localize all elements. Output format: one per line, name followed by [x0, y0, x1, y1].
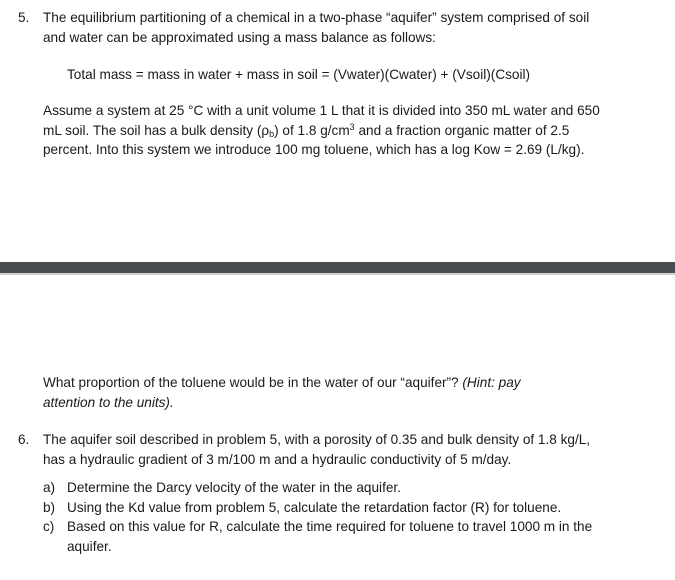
page-break-shadow — [0, 273, 675, 275]
item-c-label: c) — [43, 519, 55, 534]
cube-superscript: 3 — [349, 121, 355, 132]
assume-line-2-post: and a fraction organic matter of 2.5 — [354, 122, 570, 138]
rho-symbol: ρ — [261, 122, 270, 138]
question-line-2 — [43, 393, 521, 413]
problem-6-intro — [43, 430, 590, 469]
item-c-text: Based on this value for R, calculate the time required for toluene to travel 1000 m in the — [67, 519, 593, 534]
item-c-continuation: aquifer. — [67, 539, 112, 554]
item-a-label: a) — [43, 480, 56, 495]
problem-6-intro-line-1: The aquifer soil described in problem 5, with a porosity of 0.35 and bulk density of 1.8 kg/L, — [43, 432, 591, 447]
problem-5-intro-line-2: and water can be approximated using a mass balance as follows: — [43, 29, 436, 45]
assume-line-2-mid: ) of 1.8 g/cm — [274, 122, 350, 138]
problem-5-intro-line-1: The equilibrium partitioning of a chemical in a two-phase “aquifer” system comprised of soil — [43, 10, 590, 25]
question-line-1 — [43, 373, 521, 393]
problem-6-intro-line-2: has a hydraulic gradient of 3 m/100 m and a hydraulic conductivity of 5 m/day. — [43, 451, 512, 467]
page-break-divider — [0, 262, 675, 273]
problem-5-question — [43, 373, 521, 412]
problem-6-number: 6. — [18, 432, 30, 447]
mass-balance-equation: Total mass = mass in water + mass in soil = (Vwater)(Cwater) + (Vsoil)(Csoil) — [67, 67, 531, 82]
rho-subscript: b — [269, 128, 275, 139]
hint-text-1: (Hint: pay — [462, 375, 521, 390]
assume-line-1: Assume a system at 25 °C with a unit volume 1 L that it is divided into 350 mL water and 650 — [43, 103, 600, 118]
assume-line-3: percent. Into this system we introduce 100 mg toluene, which has a log Kow = 2.69 (L/kg). — [43, 142, 585, 157]
problem-5-intro — [43, 8, 589, 47]
problem-5-assumptions — [43, 101, 600, 160]
problem-5-number: 5. — [18, 10, 30, 25]
item-a-text: Determine the Darcy velocity of the water in the aquifer. — [67, 480, 401, 495]
assume-line-2 — [43, 121, 600, 141]
hint-text-2: attention to the units). — [43, 394, 174, 410]
item-b-text: Using the Kd value from problem 5, calculate the retardation factor (R) for toluene. — [67, 500, 562, 515]
assume-line-2-pre: mL soil. The soil has a bulk density ( — [43, 122, 262, 138]
question-text: What proportion of the toluene would be in the water of our “aquifer”? — [43, 375, 463, 390]
item-b-label: b) — [43, 500, 56, 515]
